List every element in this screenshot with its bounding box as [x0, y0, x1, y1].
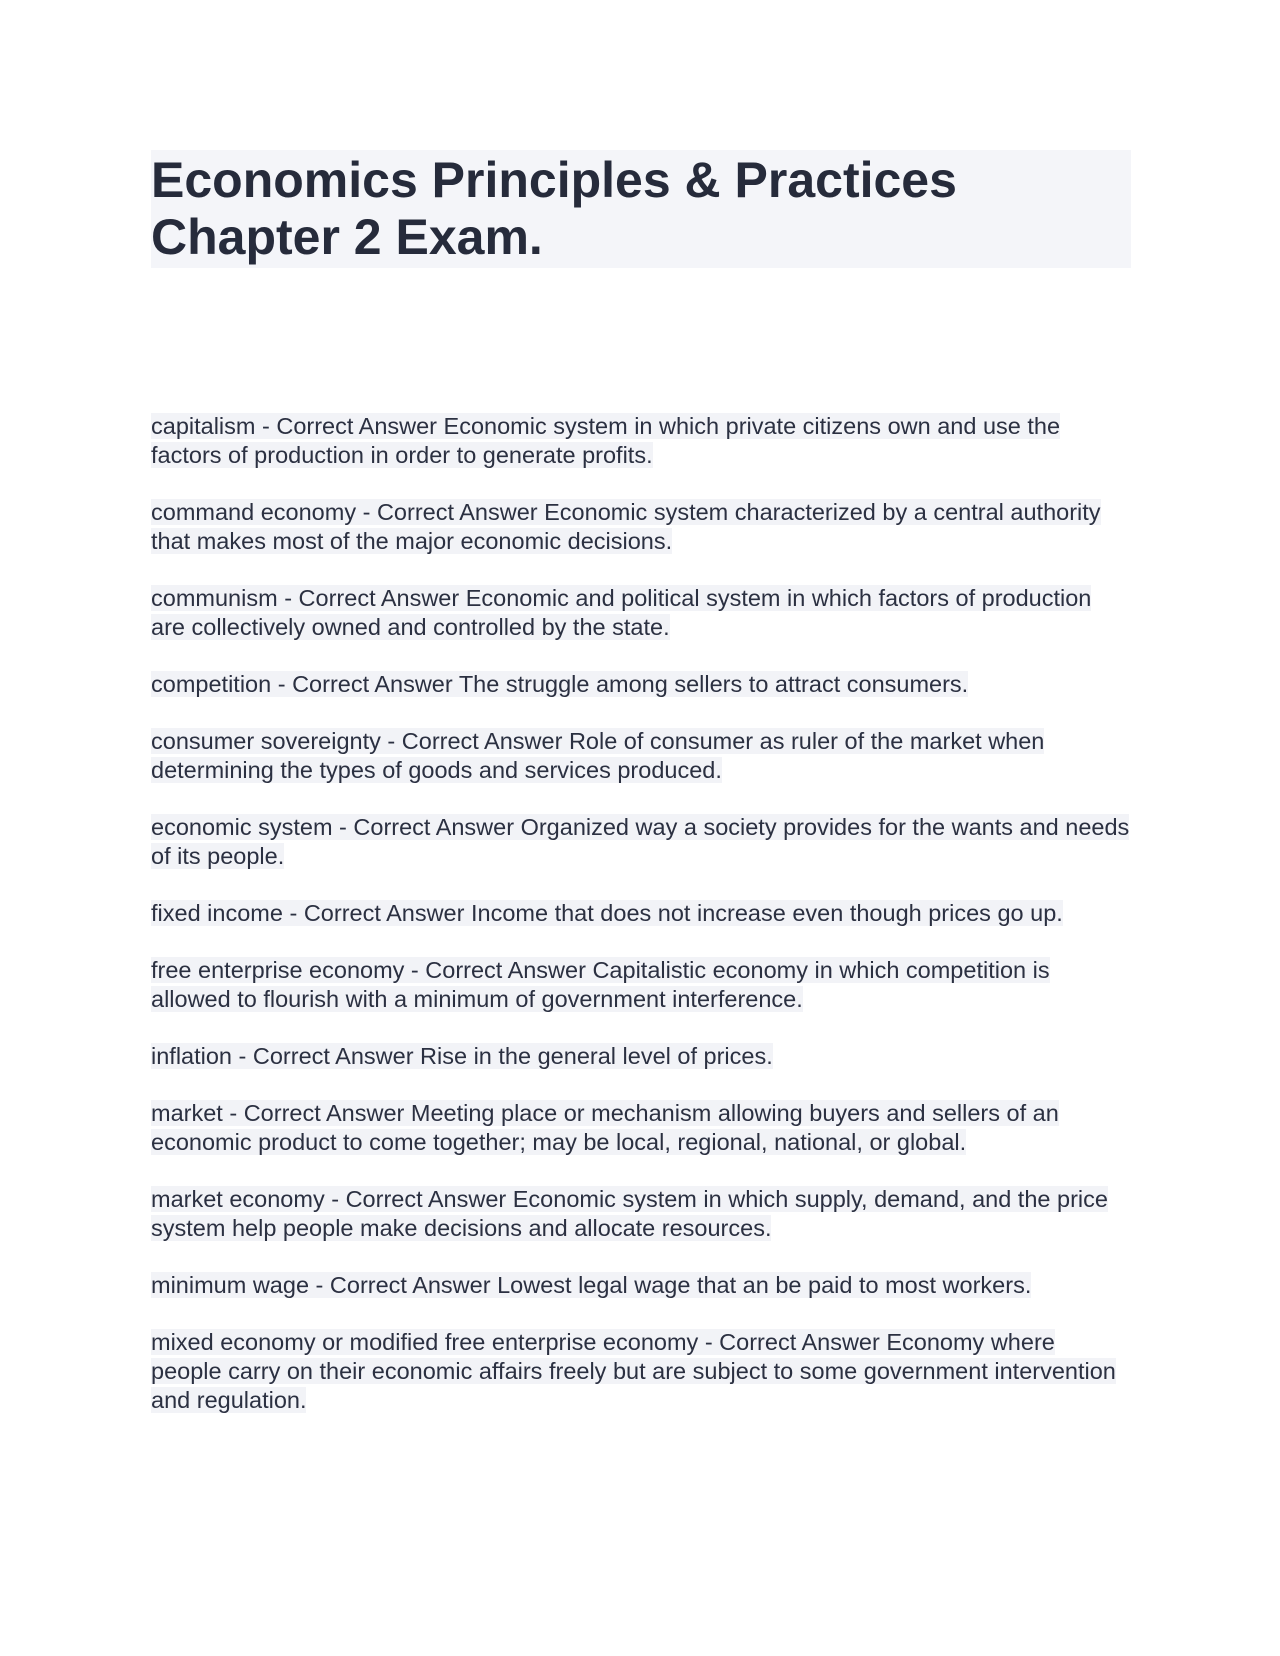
entry-separator: - Correct Answer [232, 1043, 421, 1069]
list-item [151, 956, 1131, 1014]
entry-separator: - Correct Answer [282, 900, 471, 926]
entry-separator: - Correct Answer [332, 814, 521, 840]
entry-term: competition [151, 671, 272, 697]
entry-term: market economy [151, 1186, 325, 1212]
entry-term: mixed economy or modified free enterprise economy [151, 1329, 699, 1355]
entry-definition: Economic and political system in which factors of production are collectively owned and controlled by the state. [151, 585, 1092, 640]
entry-definition: Economic system in which private citizens own and use the factors of production in order to generate profits. [151, 413, 1061, 468]
list-item [151, 1042, 1131, 1071]
entry-definition: Role of consumer as ruler of the market when determining the types of goods and services produced. [151, 728, 1045, 783]
entry-definition: Economic system characterized by a central authority that makes most of the major economic decisions. [151, 499, 1101, 554]
list-item [151, 1099, 1131, 1157]
entry-term: minimum wage [151, 1272, 310, 1298]
entry-term: market [151, 1100, 223, 1126]
entry-term: inflation [151, 1043, 232, 1069]
entry-definition: Rise in the general level of prices. [420, 1043, 773, 1069]
list-item [151, 727, 1131, 785]
entry-separator: - Correct Answer [356, 499, 545, 525]
entry-term: free enterprise economy [151, 957, 405, 983]
entry-term: consumer sovereignty [151, 728, 381, 754]
entry-definition: Organized way a society provides for the wants and needs of its people. [151, 814, 1130, 869]
list-item [151, 1271, 1131, 1300]
entry-term: communism [151, 585, 278, 611]
entry-separator: - Correct Answer [698, 1329, 887, 1355]
entry-separator: - Correct Answer [380, 728, 569, 754]
entry-separator: - Correct Answer [404, 957, 593, 983]
list-item [151, 813, 1131, 871]
document-page [151, 150, 1131, 1443]
list-item [151, 1185, 1131, 1243]
title-block [151, 150, 1131, 268]
entry-term: capitalism [151, 413, 256, 439]
entry-definition: Capitalistic economy in which competition is allowed to flourish with a minimum of government interference. [151, 957, 1050, 1012]
entry-definition: Economic system in which supply, demand, and the price system help people make decisions and allocate resources. [151, 1186, 1108, 1241]
entry-definition: Lowest legal wage that an be paid to most workers. [497, 1272, 1032, 1298]
page-title: Economics Principles & Practices Chapter 2 Exam. [151, 152, 957, 265]
list-item [151, 899, 1131, 928]
list-item [151, 670, 1131, 699]
entry-separator: - Correct Answer [324, 1186, 513, 1212]
list-item [151, 1328, 1131, 1415]
entry-definition: Economy where people carry on their economic affairs freely but are subject to some government intervention and regulation. [151, 1329, 1116, 1413]
entry-definition: Meeting place or mechanism allowing buyers and sellers of an economic product to come together; may be local, regional, national, or global. [151, 1100, 1059, 1155]
entry-term: fixed income [151, 900, 283, 926]
list-item [151, 412, 1131, 470]
list-item [151, 498, 1131, 556]
entry-term: economic system [151, 814, 333, 840]
entry-separator: - Correct Answer [277, 585, 466, 611]
list-item [151, 584, 1131, 642]
entry-definition: The struggle among sellers to attract consumers. [458, 671, 969, 697]
entry-separator: - Correct Answer [271, 671, 459, 697]
entry-term: command economy [151, 499, 357, 525]
entry-definition: Income that does not increase even though prices go up. [470, 900, 1063, 926]
flashcard-list [151, 412, 1131, 1415]
entry-separator: - Correct Answer [222, 1100, 411, 1126]
entry-separator: - Correct Answer [255, 413, 444, 439]
entry-separator: - Correct Answer [309, 1272, 498, 1298]
